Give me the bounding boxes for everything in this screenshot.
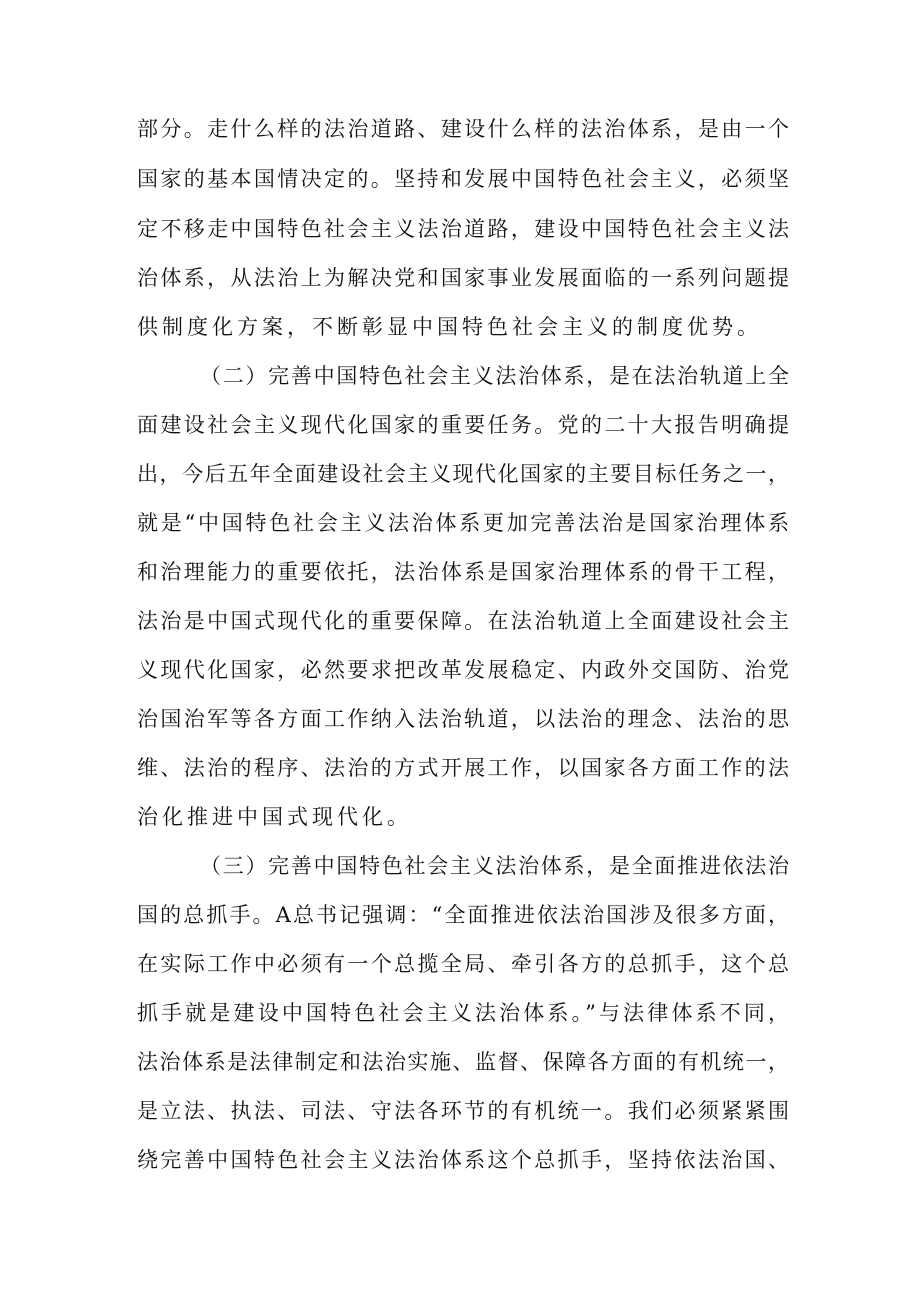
text-line: 法治体系是法律制定和法治实施、监督、保障各方面的有机统一， <box>137 1050 789 1074</box>
text-line: 抓手就是建设中国特色社会主义法治体系。”与法律体系不同， <box>137 1001 789 1025</box>
text-line: 是立法、执法、司法、守法各环节的有机统一。我们必须紧紧围 <box>137 1099 789 1123</box>
text-line: 维、法治的程序、法治的方式开展工作，以国家各方面工作的法 <box>137 756 789 780</box>
text-line: 治国治军等各方面工作纳入法治轨道，以法治的理念、法治的思 <box>137 707 789 731</box>
text-line: 在实际工作中必须有一个总揽全局、牵引各方的总抓手，这个总 <box>137 952 789 976</box>
text-line: 国的总抓手。A总书记强调：“全面推进依法治国涉及很多方面， <box>137 903 789 927</box>
text-line: 义现代化国家，必然要求把改革发展稳定、内政外交国防、治党 <box>137 658 789 682</box>
text-line: 供制度化方案，不断彰显中国特色社会主义的制度优势。 <box>137 315 762 339</box>
text-line: 和治理能力的重要依托，法治体系是国家治理体系的骨干工程， <box>137 560 789 584</box>
text-line: 就是“中国特色社会主义法治体系更加完善法治是国家治理体系 <box>137 511 789 535</box>
paragraph-3-first-line: （三）完善中国特色社会主义法治体系，是全面推进依法治 <box>200 854 789 878</box>
text-line: 法治是中国式现代化的重要保障。在法治轨道上全面建设社会主 <box>137 609 789 633</box>
text-line: 出，今后五年全面建设社会主义现代化国家的主要目标任务之一， <box>137 462 789 486</box>
text-line: 治体系，从法治上为解决党和国家事业发展面临的一系列问题提 <box>137 266 789 290</box>
text-line: 定不移走中国特色社会主义法治道路，建设中国特色社会主义法 <box>137 217 789 241</box>
text-line: 国家的基本国情决定的。坚持和发展中国特色社会主义，必须坚 <box>137 167 789 191</box>
text-line: 绕完善中国特色社会主义法治体系这个总抓手，坚持依法治国、 <box>137 1148 789 1172</box>
paragraph-2-first-line: （二）完善中国特色社会主义法治体系，是在法治轨道上全 <box>200 364 789 388</box>
text-line: 部分。走什么样的法治道路、建设什么样的法治体系，是由一个 <box>137 117 789 141</box>
text-line: 治化推进中国式现代化。 <box>137 805 412 829</box>
text-line: 面建设社会主义现代化国家的重要任务。党的二十大报告明确提 <box>137 413 789 437</box>
